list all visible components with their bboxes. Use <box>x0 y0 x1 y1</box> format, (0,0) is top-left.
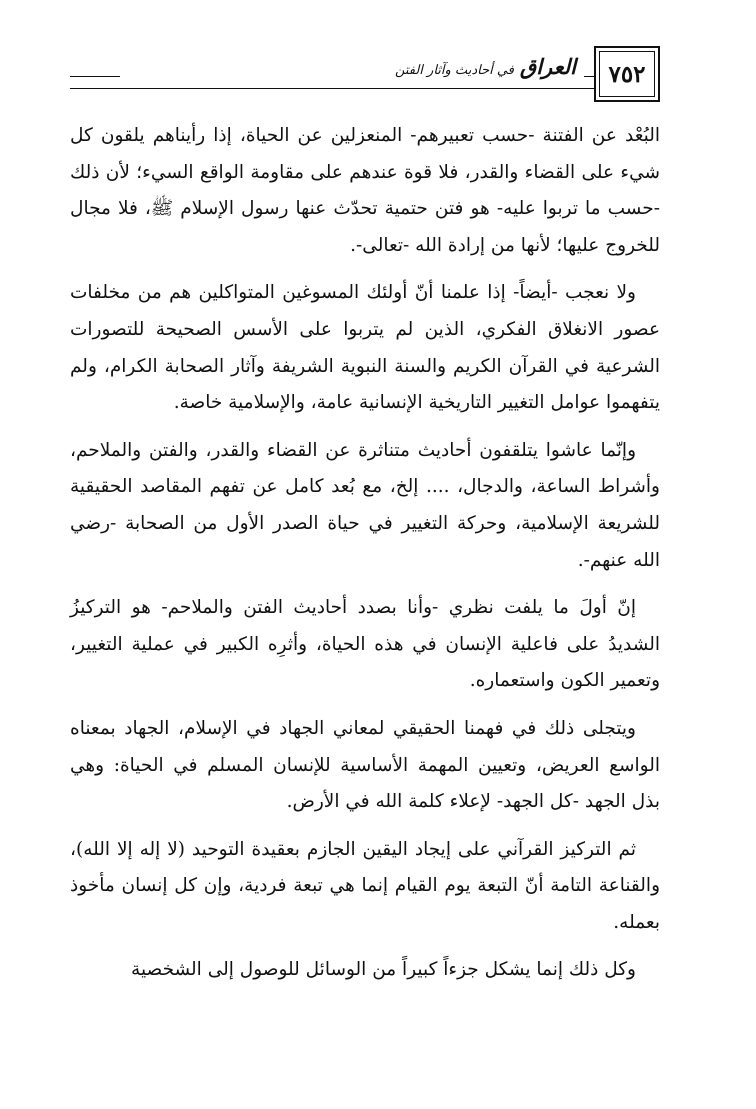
running-title-sub: في أحاديث وآثار الفتن <box>394 63 514 78</box>
running-title-main: العراق <box>519 54 576 79</box>
header-underline <box>70 88 594 89</box>
paragraph-2: ولا نعجب -أيضاً- إذا علمنا أنّ أولئك المسوغين المتواكلين هم من مخلفات عصور الانغلاق الفكري، الذين لم يتربوا على الأسس الصحيحة للتصورات الشرعية في القرآن الكريم والسنة النبوية الشريفة وآثار الصحابة الكرام، ولم يتفهموا عوامل التغيير التاريخية الإنسانية عامة، والإسلامية خاصة. <box>70 282 660 414</box>
page-number-frame <box>594 46 660 102</box>
body-text <box>70 118 660 1000</box>
header-rule-left <box>70 76 120 77</box>
paragraph-7: وكل ذلك إنما يشكل جزءاً كبيراً من الوسائل للوصول إلى الشخصية <box>131 959 636 981</box>
page-header <box>70 46 660 106</box>
paragraph-4: إنّ أولَ ما يلفت نظري -وأنا بصدد أحاديث الفتن والملاحم- هو التركيزُ الشديدُ على فاعلية الإنسان في هذه الحياة، وأثرِه الكبير في عملية التغيير، وتعمير الكون واستعماره. <box>70 597 660 692</box>
paragraph-1: البُعْد عن الفتنة -حسب تعبيرهم- المنعزلين عن الحياة، إذا رأيناهم يلقون كل شيء على القضاء والقدر، فلا قوة عندهم على مقاومة الواقع السيء؛ لأن ذلك -حسب ما تربوا عليه- هو فتن حتمية تحدّث عنها رسول الإسلام ﷺ، فلا مجال للخروج عليها؛ لأنها من إرادة الله -تعالى-. <box>70 125 660 256</box>
paragraph-6: ثم التركيز القرآني على إيجاد اليقين الجازم بعقيدة التوحيد (لا إله إلا الله)، والقناعة التامة أنّ التبعة يوم القيام إنما هي تبعة فردية، وإن كل إنسان مأخوذ بعمله. <box>70 838 660 933</box>
running-title <box>395 54 576 88</box>
paragraph-5: ويتجلى ذلك في فهمنا الحقيقي لمعاني الجهاد في الإسلام، الجهاد بمعناه الواسع العريض، وتعيين المهمة الأساسية للإنسان المسلم في الحياة: وهي بذل الجهد -كل الجهد- لإعلاء كلمة الله في الأرض. <box>70 717 660 813</box>
paragraph-3: وإنّما عاشوا يتلقفون أحاديث متناثرة عن القضاء والقدر، والفتن والملاحم، وأشراط الساعة، والدجال، .... إلخ، مع بُعد كامل عن تفهم المقاصد الحقيقية للشريعة الإسلامية، وحركة التغيير في حياة الصدر الأول من الصحابة -رضي الله عنهم-. <box>70 439 660 571</box>
header-rule-right <box>584 76 594 77</box>
page-number: ٧٥٢ <box>608 60 646 88</box>
